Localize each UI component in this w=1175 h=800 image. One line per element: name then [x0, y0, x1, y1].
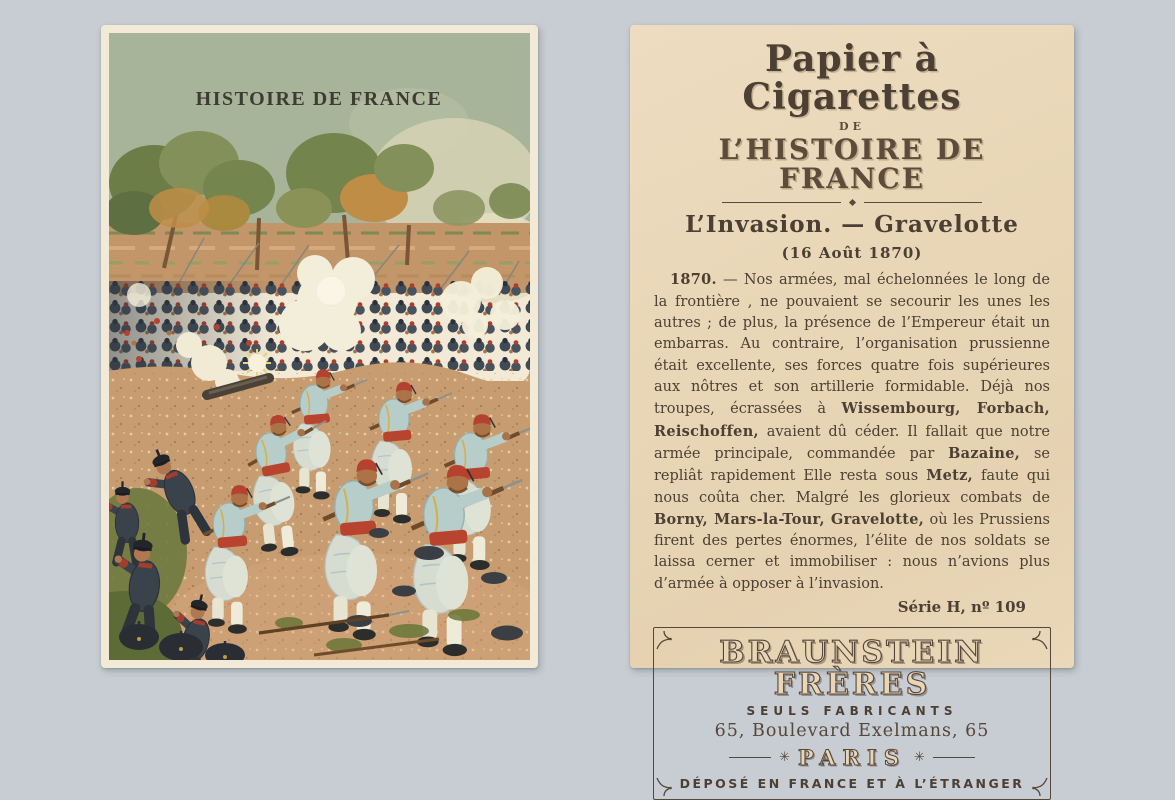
episode-date: (16 Août 1870) — [781, 244, 923, 263]
battle-illustration — [109, 33, 530, 660]
text-run: Metz, — [926, 467, 973, 485]
text-run: Wissembourg, Forbach, Reischoffen, — [654, 400, 1050, 440]
publisher-box — [653, 627, 1051, 800]
header-divider — [722, 200, 982, 205]
text-run: Bazaine, — [948, 444, 1021, 462]
publisher-address: 65, Boulevard Exelmans, 65 — [714, 721, 990, 742]
trade-card-front — [101, 25, 538, 668]
text-run: où les Prussiens firent des pertes énormes, l’élite de nos soldats se laissa cerner et immobiliser : nous n’avions plus d’armée à opposer à l’invasion. — [654, 511, 1050, 592]
text-run: 1870. — [670, 271, 717, 289]
text-run: avaient dû céder. Il fallait que notre armée principale, commandée par — [654, 423, 1050, 462]
publisher-registered: DÉPOSÉ EN FRANCE ET À L’ÉTRANGER — [679, 776, 1025, 792]
text-run: — Nos armées, mal échelonnées le long de la frontière , ne pouvaient se secourir les unes les autres ; de plus, la présence de l’Empereur était un embarras. Au contraire, l’organisation prussienne était excellente, ses forces quatre fois supérieures aux nôtres et son artillerie formidable. Déjà nos troupes, écrassées à — [654, 272, 1050, 418]
product-title: Papier à Cigarettes — [742, 38, 962, 118]
product-title-de: DE — [839, 119, 865, 133]
publisher-city: PARIS — [798, 745, 906, 771]
corner-flourish-icon — [656, 777, 676, 797]
publisher-name: BRAUNSTEIN FRÈRES — [719, 635, 985, 702]
divider-ornament-icon — [848, 199, 855, 206]
episode-title: L’Invasion. — Gravelotte — [685, 211, 1019, 239]
publisher-city-row — [664, 745, 1040, 770]
publisher-role: SEULS FABRICANTS — [746, 704, 958, 719]
series-number: Série H, nº 109 — [897, 598, 1026, 617]
text-run: faute qui nous coûta cher. Malgré les glorieux combats de — [654, 468, 1050, 506]
text-run: se repliât rapidement Elle resta sous — [654, 445, 1050, 485]
divider-rule — [722, 202, 841, 203]
text-run: Borny, Mars-la-Tour, Gravelotte, — [654, 510, 925, 528]
city-dash-rule — [933, 757, 975, 758]
divider-rule — [864, 202, 983, 203]
muzzle-flash — [243, 349, 271, 377]
corner-flourish-icon — [656, 630, 676, 650]
city-dash-rule — [729, 757, 771, 758]
corner-flourish-icon — [1028, 630, 1048, 650]
trade-card-back — [630, 25, 1074, 792]
star-ornament-icon: ✳ — [779, 750, 790, 766]
front-card-title: HISTOIRE DE FRANCE — [195, 88, 443, 110]
card-text — [650, 269, 1054, 595]
star-ornament-icon: ✳ — [914, 750, 925, 766]
corner-flourish-icon — [1028, 777, 1048, 797]
series-title: L’HISTOIRE DE FRANCE — [718, 132, 986, 195]
